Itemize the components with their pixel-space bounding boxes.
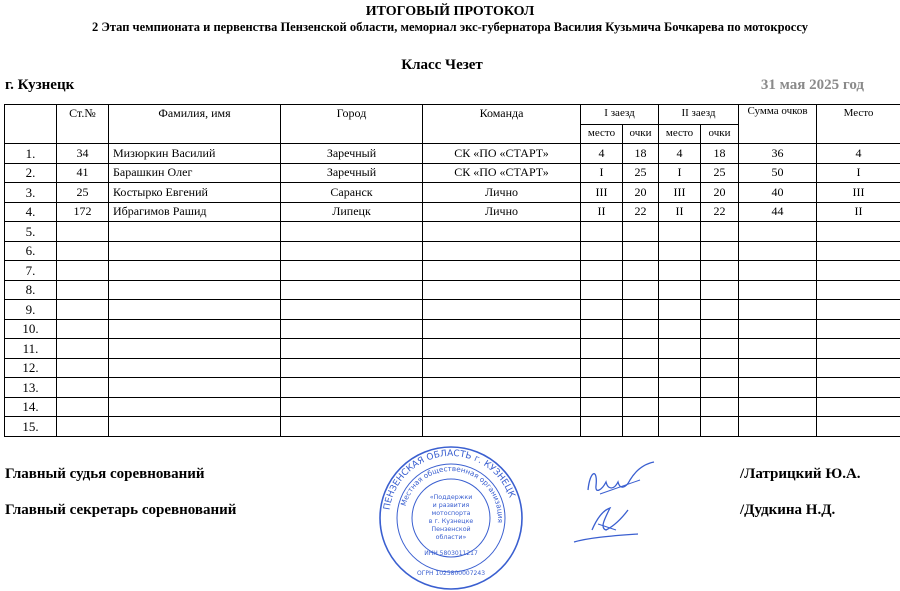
results-table [4,104,900,437]
start-number-cell [57,280,109,300]
race2-place-cell [659,358,701,378]
row-index-cell: 15. [5,417,57,437]
race2-points-cell [701,222,739,242]
race1-place-cell [581,222,623,242]
rider-city-cell: Липецк [281,202,423,222]
final-place-cell [817,222,900,242]
row-index-cell: 13. [5,378,57,398]
race2-place-cell [659,397,701,417]
rider-city-cell [281,222,423,242]
table-row [5,339,900,359]
rider-city-cell [281,378,423,398]
row-index-cell: 4. [5,202,57,222]
race1-place-cell [581,358,623,378]
sum-points-cell [739,280,817,300]
race2-points-cell: 18 [701,144,739,164]
race1-place-cell: I [581,163,623,183]
start-number-cell [57,300,109,320]
header-final-place: Место [817,105,900,144]
rider-city-cell [281,397,423,417]
sum-points-cell: 50 [739,163,817,183]
rider-team-cell [423,280,581,300]
race2-place-cell [659,261,701,281]
header-sum-label: Сумма очков [747,105,807,117]
sum-points-cell [739,261,817,281]
stamp-inn: ИНН 5803011217 [424,550,478,557]
row-index-cell: 9. [5,300,57,320]
table-row [5,222,900,242]
race2-points-cell [701,280,739,300]
race1-points-cell [623,339,659,359]
race1-points-cell [623,241,659,261]
race1-place-cell [581,339,623,359]
rider-name-cell [109,417,281,437]
table-row [5,397,900,417]
race1-points-cell [623,378,659,398]
race1-points-cell [623,397,659,417]
race2-points-cell: 20 [701,183,739,203]
row-index-cell: 7. [5,261,57,281]
stamp-center-line: и развития [433,502,470,509]
rider-name-cell [109,339,281,359]
organization-stamp [378,445,524,591]
rider-name-cell: Барашкин Олег [109,163,281,183]
race1-place-cell [581,261,623,281]
final-place-cell: III [817,183,900,203]
header-race2: II заезд [659,105,739,125]
stamp-center-line: области» [436,533,467,541]
row-index-cell: 11. [5,339,57,359]
race2-place-cell [659,280,701,300]
chief-secretary-name: /Дудкина Н.Д. [740,502,835,519]
race1-place-cell [581,397,623,417]
row-index-cell: 12. [5,358,57,378]
final-place-cell [817,241,900,261]
race1-points-cell: 20 [623,183,659,203]
final-place-cell: 4 [817,144,900,164]
sum-points-cell: 36 [739,144,817,164]
rider-team-cell [423,300,581,320]
city: г. Кузнецк [5,77,74,94]
table-row [5,417,900,437]
table-row [5,358,900,378]
row-index-cell: 10. [5,319,57,339]
table-row [5,378,900,398]
rider-city-cell: Саранск [281,183,423,203]
header-race1-place: место [581,124,623,144]
header-start-no: Ст.№ [57,105,109,144]
rider-team-cell [423,241,581,261]
stamp-ogrn: ОГРН 1025800007243 [417,570,485,577]
start-number-cell: 172 [57,202,109,222]
rider-name-cell [109,319,281,339]
race2-points-cell: 22 [701,202,739,222]
rider-city-cell [281,261,423,281]
race2-place-cell: I [659,163,701,183]
final-place-cell: II [817,202,900,222]
race1-place-cell [581,417,623,437]
race2-points-cell [701,378,739,398]
start-number-cell: 25 [57,183,109,203]
sum-points-cell [739,241,817,261]
race2-points-cell [701,300,739,320]
race1-place-cell [581,378,623,398]
rider-name-cell [109,397,281,417]
sum-points-cell [739,222,817,242]
sum-points-cell: 44 [739,202,817,222]
class-name: Класс Чезет [0,57,884,74]
sum-points-cell: 40 [739,183,817,203]
chief-secretary-label: Главный секретарь соревнований [5,502,236,519]
header-name: Фамилия, имя [109,105,281,144]
rider-name-cell [109,261,281,281]
race2-place-cell [659,300,701,320]
final-place-cell [817,280,900,300]
race2-points-cell [701,417,739,437]
race1-place-cell [581,241,623,261]
protocol-title: ИТОГОВЫЙ ПРОТОКОЛ [0,4,900,20]
rider-name-cell [109,241,281,261]
rider-team-cell [423,358,581,378]
start-number-cell [57,378,109,398]
race1-place-cell: 4 [581,144,623,164]
rider-team-cell [423,397,581,417]
sum-points-cell [739,339,817,359]
rider-city-cell: Заречный [281,163,423,183]
final-place-cell [817,397,900,417]
race2-place-cell: 4 [659,144,701,164]
rider-team-cell [423,378,581,398]
race1-place-cell: III [581,183,623,203]
table-row [5,202,900,222]
sum-points-cell [739,397,817,417]
final-place-cell [817,378,900,398]
race1-points-cell: 18 [623,144,659,164]
table-row [5,183,900,203]
race2-points-cell [701,397,739,417]
row-index-cell: 2. [5,163,57,183]
start-number-cell [57,319,109,339]
race2-place-cell [659,417,701,437]
rider-name-cell [109,280,281,300]
rider-team-cell [423,339,581,359]
rider-city-cell [281,280,423,300]
header-index [5,105,57,144]
start-number-cell [57,417,109,437]
rider-city-cell [281,339,423,359]
race1-place-cell [581,300,623,320]
rider-team-cell: Лично [423,183,581,203]
race1-points-cell [623,261,659,281]
table-row [5,261,900,281]
rider-team-cell: СК «ПО «СТАРТ» [423,163,581,183]
rider-city-cell [281,358,423,378]
race1-points-cell [623,280,659,300]
race1-place-cell [581,319,623,339]
table-row [5,144,900,164]
race2-points-cell: 25 [701,163,739,183]
race1-points-cell [623,358,659,378]
row-index-cell: 6. [5,241,57,261]
sum-points-cell [739,417,817,437]
header-race1-points: очки [623,124,659,144]
final-place-cell [817,358,900,378]
start-number-cell [57,241,109,261]
table-row [5,319,900,339]
rider-city-cell [281,319,423,339]
stamp-center-text [429,494,474,541]
event-date: 31 мая 2025 год [761,77,864,94]
sum-points-cell [739,319,817,339]
rider-team-cell [423,319,581,339]
rider-team-cell [423,222,581,242]
final-place-cell [817,300,900,320]
rider-team-cell: Лично [423,202,581,222]
rider-name-cell [109,358,281,378]
start-number-cell [57,339,109,359]
race2-place-cell: III [659,183,701,203]
race2-place-cell [659,222,701,242]
rider-city-cell [281,300,423,320]
rider-team-cell [423,417,581,437]
stamp-center-line: мотоспорта [431,510,470,517]
final-place-cell: I [817,163,900,183]
header-sum [739,105,817,144]
final-place-cell [817,319,900,339]
table-row [5,280,900,300]
table-row [5,163,900,183]
stamp-center-line: «Поддержки [430,494,473,501]
start-number-cell [57,261,109,281]
row-index-cell: 3. [5,183,57,203]
stamp-outer-text: ПЕНЗЕНСКАЯ ОБЛАСТЬ г. КУЗНЕЦК [383,449,517,511]
chief-judge-name: /Латрицкий Ю.А. [740,466,861,483]
row-index-cell: 8. [5,280,57,300]
header-race1: I заезд [581,105,659,125]
rider-city-cell: Заречный [281,144,423,164]
start-number-cell [57,222,109,242]
start-number-cell [57,358,109,378]
sum-points-cell [739,378,817,398]
secretary-signature-image [568,500,648,548]
race2-points-cell [701,319,739,339]
race1-points-cell [623,417,659,437]
race2-place-cell [659,339,701,359]
final-place-cell [817,417,900,437]
table-row [5,300,900,320]
table-row [5,241,900,261]
rider-city-cell [281,241,423,261]
stamp-center-line: Пензенской [431,525,470,533]
header-race2-place: место [659,124,701,144]
rider-name-cell [109,222,281,242]
race2-points-cell [701,339,739,359]
race1-points-cell [623,319,659,339]
rider-city-cell [281,417,423,437]
row-index-cell: 14. [5,397,57,417]
rider-name-cell: Костырко Евгений [109,183,281,203]
start-number-cell: 34 [57,144,109,164]
row-index-cell: 1. [5,144,57,164]
race2-place-cell [659,319,701,339]
race1-points-cell: 22 [623,202,659,222]
final-place-cell [817,261,900,281]
row-index-cell: 5. [5,222,57,242]
rider-team-cell: СК «ПО «СТАРТ» [423,144,581,164]
final-place-cell [817,339,900,359]
rider-name-cell [109,300,281,320]
race2-place-cell [659,378,701,398]
stamp-center-line: в г. Кузнецке [429,518,474,525]
header-team: Команда [423,105,581,144]
race1-place-cell [581,280,623,300]
race2-points-cell [701,261,739,281]
race2-place-cell [659,241,701,261]
header-city: Город [281,105,423,144]
race2-points-cell [701,241,739,261]
judge-signature-image [580,460,660,500]
race1-points-cell [623,222,659,242]
chief-judge-label: Главный судья соревнований [5,466,205,483]
stamp-middle-text: Местная общественная организация [399,464,505,523]
rider-team-cell [423,261,581,281]
race1-place-cell: II [581,202,623,222]
race2-place-cell: II [659,202,701,222]
rider-name-cell [109,378,281,398]
event-subtitle: 2 Этап чемпионата и первенства Пензенской области, мемориал экс-губернатора Василия Кузьмича Бочкарева по мотокроссу [0,20,900,35]
start-number-cell: 41 [57,163,109,183]
race1-points-cell [623,300,659,320]
rider-name-cell: Мизюркин Василий [109,144,281,164]
header-race2-points: очки [701,124,739,144]
race2-points-cell [701,358,739,378]
rider-name-cell: Ибрагимов Рашид [109,202,281,222]
race1-points-cell: 25 [623,163,659,183]
sum-points-cell [739,300,817,320]
results-body [5,144,900,437]
sum-points-cell [739,358,817,378]
start-number-cell [57,397,109,417]
